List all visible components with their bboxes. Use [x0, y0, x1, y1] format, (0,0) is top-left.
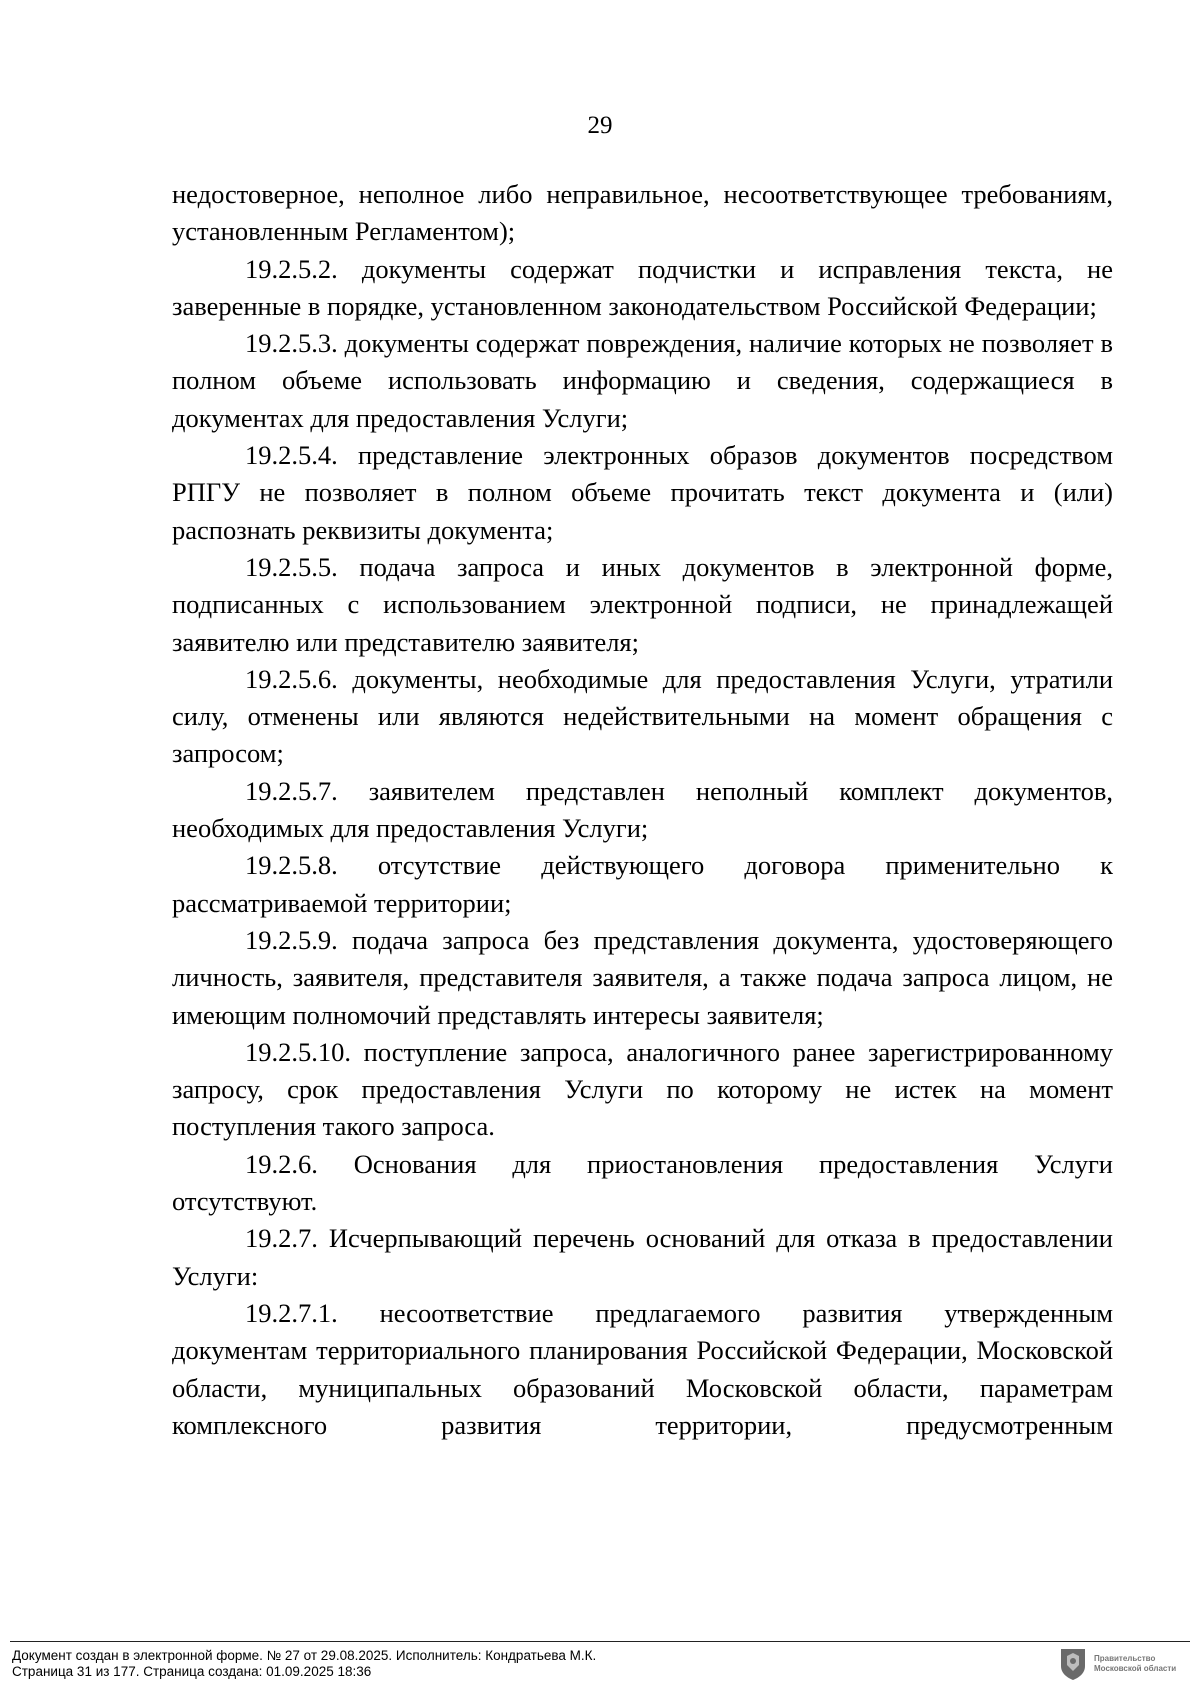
paragraph: 19.2.5.5. подача запроса и иных документов в электронной форме, подписанных с использованием электронной подписи, не принадлежащей заявителю или представителю заявителя;	[172, 551, 1113, 657]
paragraph: 19.2.5.8. отсутствие действующего договора применительно к рассматриваемой территории;	[172, 850, 1113, 918]
paragraph: 19.2.5.2. документы содержат подчистки и исправления текста, не заверенные в порядке, установленном законодательством Российской Федерации;	[172, 253, 1113, 321]
paragraph: 19.2.5.3. документы содержат повреждения, наличие которых не позволяет в полном объеме использовать информацию и сведения, содержащиеся в документах для предоставления Услуги;	[172, 328, 1113, 433]
government-logo	[1058, 1644, 1198, 1684]
logo-line-2: Московской области	[1094, 1664, 1177, 1673]
page-number: 29	[587, 112, 613, 139]
paragraph: недостоверное, неполное либо неправильное, несоответствующее требованиям, установленным Регламентом);	[172, 179, 1113, 247]
paragraph: 19.2.5.6. документы, необходимые для предоставления Услуги, утратили силу, отменены или являются недействительными на момент обращения с запросом;	[172, 663, 1113, 769]
paragraph: 19.2.5.4. представление электронных образов документов посредством РПГУ не позволяет в полном объеме прочитать текст документа и (или) распознать реквизиты документа;	[172, 440, 1113, 545]
paragraph: 19.2.7.1. несоответствие предлагаемого развития утвержденным документам территориального планирования Российской Федерации, Московской области, муниципальных образований Московской области, параметрам комплексного развития территории, предусмотренным	[172, 1297, 1113, 1440]
logo-line-1: Правительство	[1094, 1654, 1156, 1663]
footer-divider	[10, 1641, 1190, 1642]
paragraph: 19.2.5.10. поступление запроса, аналогичного ранее зарегистрированному запросу, срок предоставления Услуги по которому не истек на момент поступления такого запроса.	[172, 1036, 1113, 1142]
paragraph: 19.2.5.9. подача запроса без представления документа, удостоверяющего личность, заявителя, представителя заявителя, а также подача запроса лицом, не имеющим полномочий представлять интересы заявителя;	[172, 924, 1113, 1030]
footer-page-info: Страница 31 из 177. Страница создана: 01.09.2025 18:36	[12, 1664, 372, 1679]
footer-info	[12, 1648, 596, 1680]
coat-of-arms-icon	[1058, 1646, 1088, 1682]
paragraph: 19.2.7. Исчерпывающий перечень оснований для отказа в предоставлении Услуги:	[172, 1223, 1113, 1291]
document-body	[172, 176, 1113, 1444]
paragraph: 19.2.6. Основания для приостановления предоставления Услуги отсутствуют.	[172, 1148, 1113, 1217]
paragraph: 19.2.5.7. заявителем представлен неполный комплект документов, необходимых для предоставления Услуги;	[172, 775, 1113, 844]
footer-document-info: Документ создан в электронной форме. № 27 от 29.08.2025. Исполнитель: Кондратьева М.К.	[12, 1648, 597, 1663]
